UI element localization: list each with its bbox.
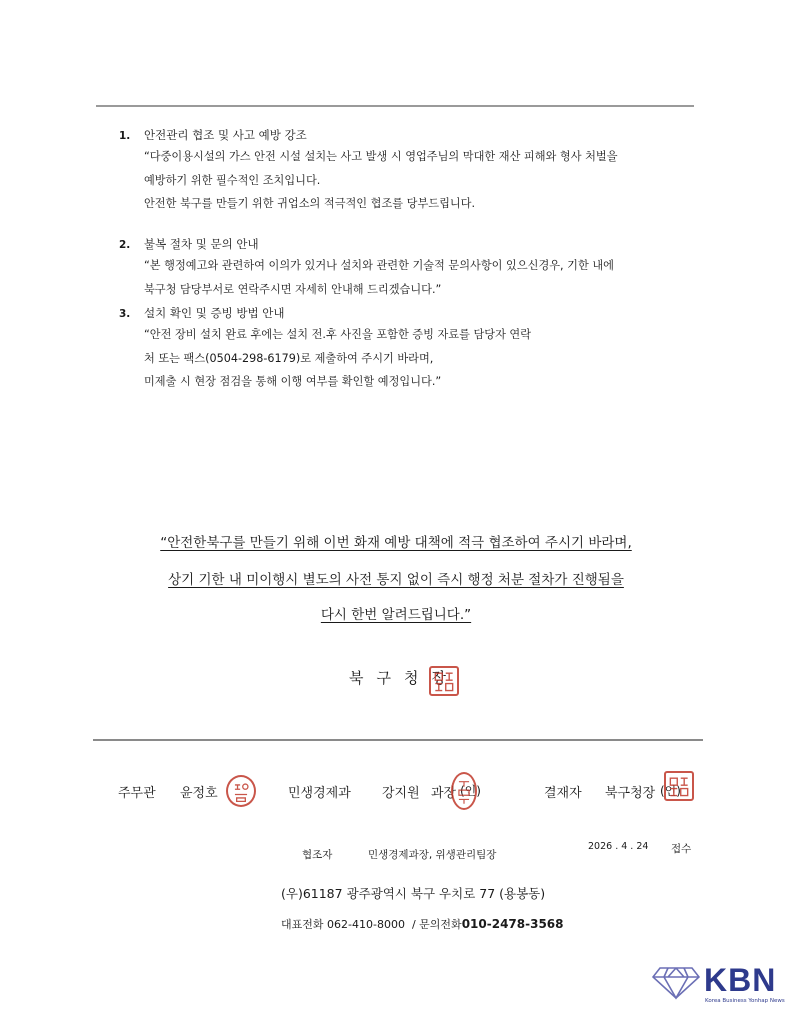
section-1-title: 안전관리 협조 및 사고 예방 강조 — [144, 128, 307, 142]
phone-separator: / — [411, 918, 416, 931]
middle-divider — [93, 739, 703, 741]
section-3-line-1: “안전 장비 설치 완료 후에는 설치 전.후 사진을 포함한 증빙 자료를 담당자 연락 — [144, 328, 532, 341]
department-name: 민생경제과 — [288, 786, 351, 801]
document-date: 2026 . 4 . 24 — [588, 841, 649, 852]
cooperation-value: 민생경제과장, 위생관리팀장 — [368, 849, 497, 861]
manager-seal-mark: (인) — [460, 784, 481, 798]
notice-line-3: 다시 한번 알려드립니다.” — [320, 607, 472, 623]
approver-seal-mark: (인) — [660, 784, 681, 798]
notice-line-1: “안전한북구를 만들기 위해 이번 화재 예방 대책에 적극 협조하여 주시기 바라며, — [160, 535, 632, 551]
manager-seal-icon — [451, 772, 477, 810]
manager-role: 과장 — [431, 786, 457, 801]
section-2-title: 불복 절차 및 문의 안내 — [144, 237, 259, 251]
kbn-logo — [652, 962, 785, 1010]
logo-subtitle: Korea Business Yonhap News — [705, 998, 785, 1004]
inquiry-phone-number: 010-2478-3568 — [461, 917, 564, 931]
approver-name: 북구청장 — [605, 786, 656, 801]
section-3-number: 3. — [119, 308, 131, 320]
phone-line — [281, 916, 564, 932]
section-2 — [119, 236, 679, 301]
diamond-icon — [652, 966, 700, 1000]
official-seal-icon — [429, 666, 459, 696]
section-3-title: 설치 확인 및 증빙 방법 안내 — [144, 306, 285, 320]
section-3-line-2: 처 또는 팩스(0504-298-6179)로 제출하여 주시기 바라며, — [144, 351, 434, 365]
section-3 — [119, 305, 679, 394]
office-address: (우)61187 광주광역시 북구 우치로 77 (용봉동) — [281, 886, 546, 901]
section-1-number: 1. — [119, 130, 131, 142]
cooperation-label: 협조자 — [302, 849, 333, 861]
section-2-line-2: 북구청 담당부서로 연락주시면 자세히 안내해 드리겠습니다.” — [144, 282, 442, 296]
officer-seal-icon — [226, 775, 256, 807]
officer-name: 윤정호 — [180, 786, 218, 801]
main-phone-number: 062-410-8000 — [327, 918, 405, 931]
section-1-line-1: “다중이용시설의 가스 안전 시설 설치는 사고 발생 시 영업주님의 막대한 재산 피해와 형사 처벌을 — [144, 150, 618, 163]
logo-text: KBN — [704, 962, 777, 998]
mayor-title: 북구청장 — [349, 669, 459, 687]
inquiry-phone-label: 문의전화 — [419, 918, 462, 931]
section-1 — [119, 127, 679, 216]
receipt-label: 접수 — [671, 843, 692, 855]
section-2-line-1: “본 행정예고와 관련하여 이의가 있거나 설치와 관련한 기술적 문의사항이 있으신경우, 기한 내에 — [144, 259, 614, 272]
officer-role: 주무관 — [118, 786, 156, 801]
notice-line-2: 상기 기한 내 미이행시 별도의 사전 통지 없이 즉시 행정 처분 절차가 진행됨을 — [168, 572, 624, 588]
manager-name: 강지원 — [382, 786, 420, 801]
section-1-line-3: 안전한 북구를 만들기 위한 귀업소의 적극적인 협조를 당부드립니다. — [144, 197, 476, 210]
section-2-number: 2. — [119, 239, 131, 251]
approver-role: 결재자 — [544, 786, 582, 801]
top-divider — [96, 105, 694, 107]
approver-seal-icon — [664, 771, 694, 801]
main-phone-label: 대표전화 — [281, 918, 324, 931]
section-1-line-2: 예방하기 위한 필수적인 조치입니다. — [144, 173, 321, 187]
section-3-line-3: 미제출 시 현장 점검을 통해 이행 여부를 확인할 예정입니다.” — [144, 375, 442, 388]
